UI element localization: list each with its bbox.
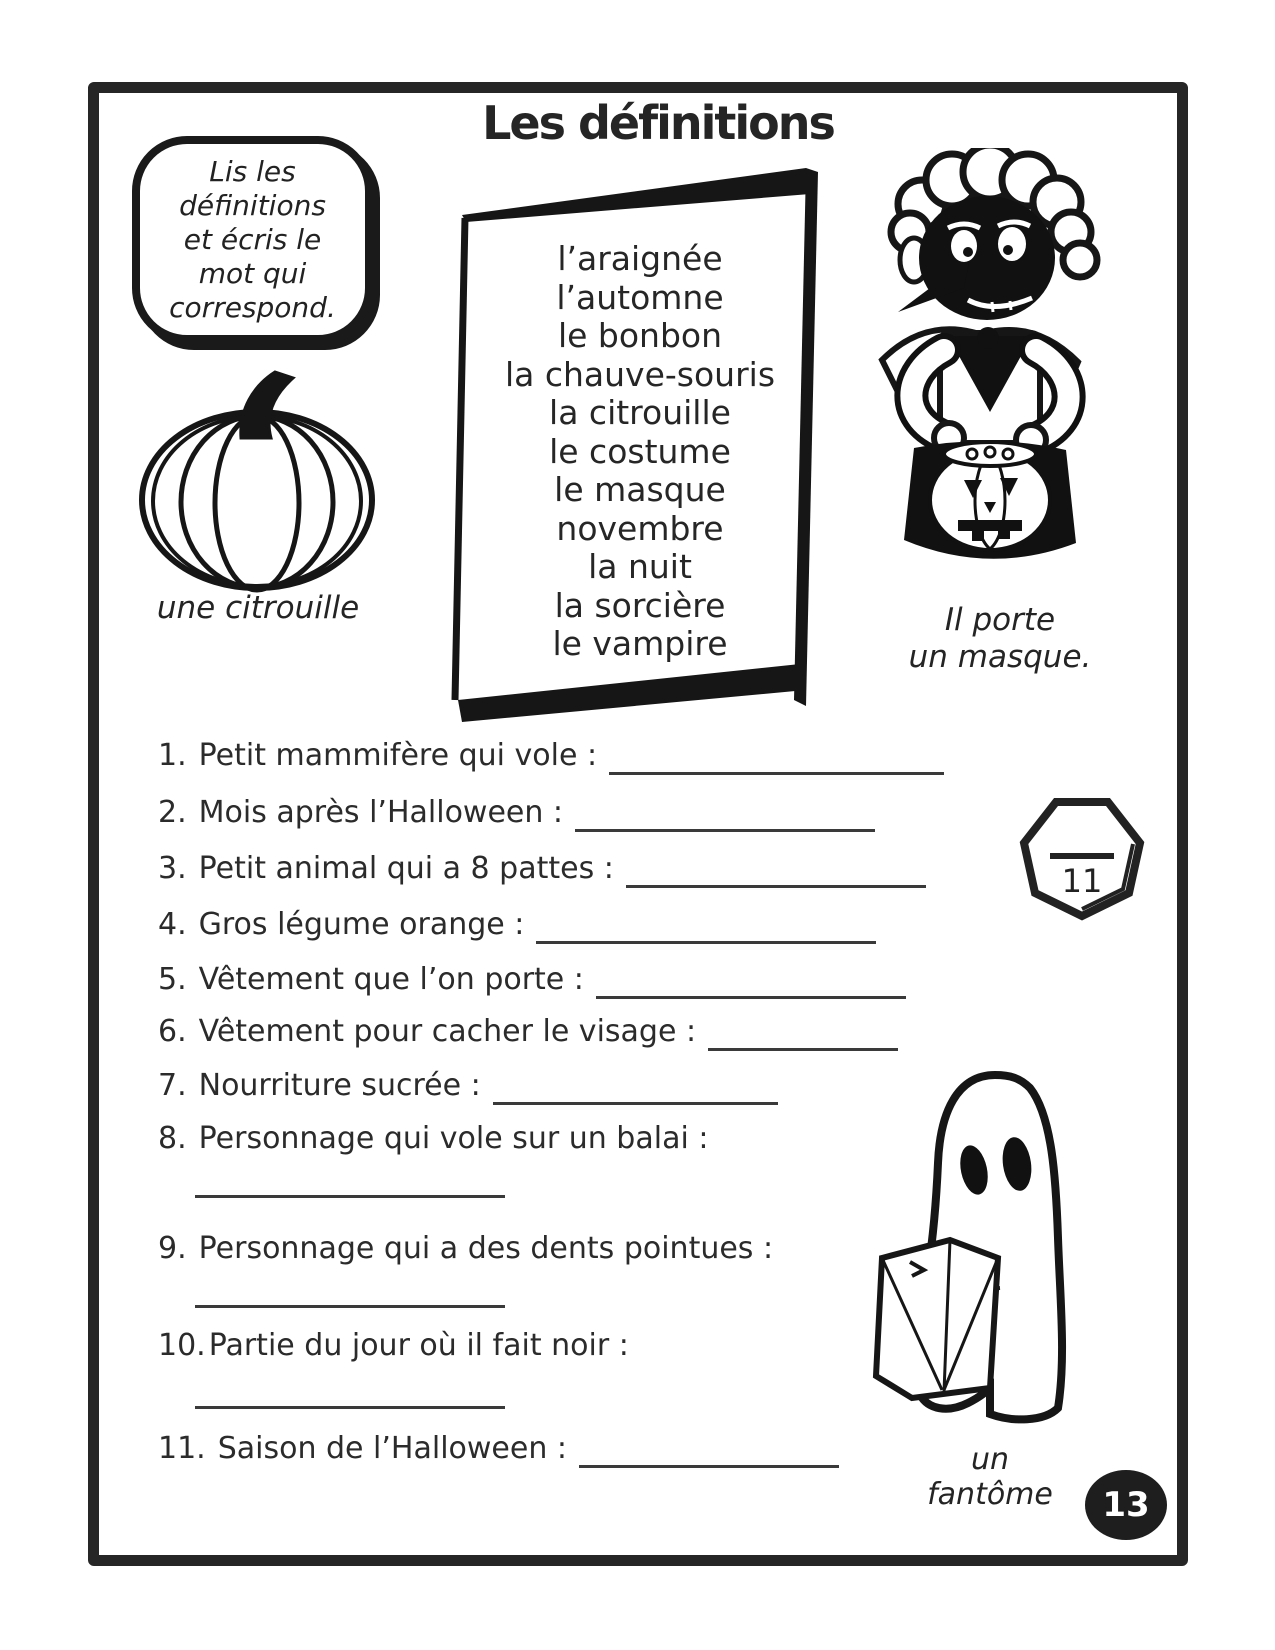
- word-bank-list: [470, 240, 810, 664]
- word-bank-word: l’automne: [556, 277, 724, 317]
- page-number-badge: [1085, 1470, 1167, 1540]
- instruction-line: mot qui: [198, 256, 307, 290]
- question-row: [158, 1228, 773, 1268]
- question-text: Personnage qui a des dents pointues :: [198, 1230, 774, 1266]
- word-bank-word: la sorcière: [554, 585, 726, 625]
- answer-blank[interactable]: [195, 1305, 505, 1308]
- instruction-bubble: [132, 136, 373, 343]
- question-text: Petit mammifère qui vole :: [198, 737, 598, 773]
- mask-caption: [880, 602, 1120, 676]
- word-bank-word: le masque: [554, 470, 726, 509]
- question-row: [158, 792, 875, 832]
- mask-caption-line1: Il porte: [944, 602, 1056, 638]
- mask-caption-line2: un masque.: [908, 639, 1092, 675]
- instruction-line: Lis les: [209, 154, 296, 188]
- question-text: Saison de l’Halloween :: [217, 1430, 567, 1466]
- question-text: Partie du jour où il fait noir :: [208, 1327, 629, 1363]
- ghost-caption-line1: un: [970, 1442, 1010, 1477]
- answer-blank[interactable]: [195, 1195, 505, 1198]
- word-bank-word: le vampire: [552, 624, 728, 663]
- question-number: 2.: [158, 794, 187, 830]
- question-row: [158, 1325, 629, 1365]
- word-bank-word: la citrouille: [549, 393, 731, 432]
- question-number: 1.: [158, 737, 187, 773]
- answer-blank[interactable]: [575, 795, 875, 832]
- word-bank-word: la chauve-souris: [504, 354, 776, 394]
- question-number: 9.: [158, 1230, 187, 1266]
- answer-blank[interactable]: [579, 1431, 839, 1468]
- answer-blank[interactable]: [609, 738, 944, 775]
- answer-blank[interactable]: [596, 962, 906, 999]
- word-bank-word: le costume: [549, 431, 731, 471]
- pumpkin-caption: une citrouille: [156, 590, 360, 626]
- ghost-illustration: [852, 1058, 1112, 1432]
- score-shape: [1012, 790, 1152, 930]
- word-bank-word: novembre: [556, 508, 724, 548]
- question-row: [158, 735, 944, 775]
- question-number: 5.: [158, 961, 187, 997]
- question-row: [158, 1118, 708, 1158]
- question-row: [158, 959, 906, 999]
- question-row: [158, 1428, 839, 1468]
- pumpkin-bucket: [930, 442, 1050, 550]
- question-number: 10.: [158, 1327, 206, 1363]
- instruction-line: correspond.: [169, 290, 336, 324]
- ghost-caption-line2: fantôme: [927, 1477, 1053, 1512]
- question-number: 8.: [158, 1120, 187, 1156]
- question-row: [158, 904, 876, 944]
- question-number: 7.: [158, 1067, 187, 1103]
- word-bank-word: le bonbon: [557, 316, 723, 355]
- answer-blank[interactable]: [536, 907, 876, 944]
- question-text: Nourriture sucrée :: [198, 1067, 481, 1103]
- word-bank-word: la nuit: [588, 547, 692, 586]
- question-row: [158, 1011, 898, 1051]
- paper-bag: [876, 1240, 998, 1398]
- question-text: Petit animal qui a 8 pattes :: [198, 850, 614, 886]
- question-text: Gros légume orange :: [198, 906, 525, 942]
- answer-blank[interactable]: [493, 1068, 778, 1105]
- answer-blank[interactable]: [708, 1014, 898, 1051]
- question-number: 3.: [158, 850, 187, 886]
- question-number: 4.: [158, 906, 187, 942]
- page-number: 13: [1102, 1485, 1150, 1525]
- question-text: Personnage qui vole sur un balai :: [198, 1120, 709, 1156]
- instruction-text: [169, 155, 336, 325]
- pumpkin-stem: [241, 372, 293, 438]
- question-number: 11.: [158, 1430, 206, 1466]
- question-number: 6.: [158, 1013, 187, 1049]
- answer-blank[interactable]: [626, 851, 926, 888]
- answer-blank[interactable]: [195, 1406, 505, 1409]
- page-title: Les définitions: [482, 96, 834, 150]
- pumpkin-illustration: [133, 368, 400, 598]
- question-row: [158, 848, 926, 888]
- question-row: [158, 1065, 778, 1105]
- question-text: Vêtement que l’on porte :: [198, 961, 584, 997]
- question-text: Vêtement pour cacher le visage :: [198, 1013, 697, 1049]
- ghost-caption: [880, 1442, 1100, 1512]
- instruction-line: définitions: [179, 188, 326, 222]
- masked-child-illustration: [852, 148, 1108, 568]
- score-total: 11: [1061, 862, 1103, 900]
- cape-knot: [977, 327, 999, 349]
- face-mask: [919, 196, 1055, 320]
- word-bank-word: l’araignée: [557, 239, 723, 278]
- instruction-line: et écris le: [183, 222, 322, 256]
- question-text: Mois après l’Halloween :: [198, 794, 564, 830]
